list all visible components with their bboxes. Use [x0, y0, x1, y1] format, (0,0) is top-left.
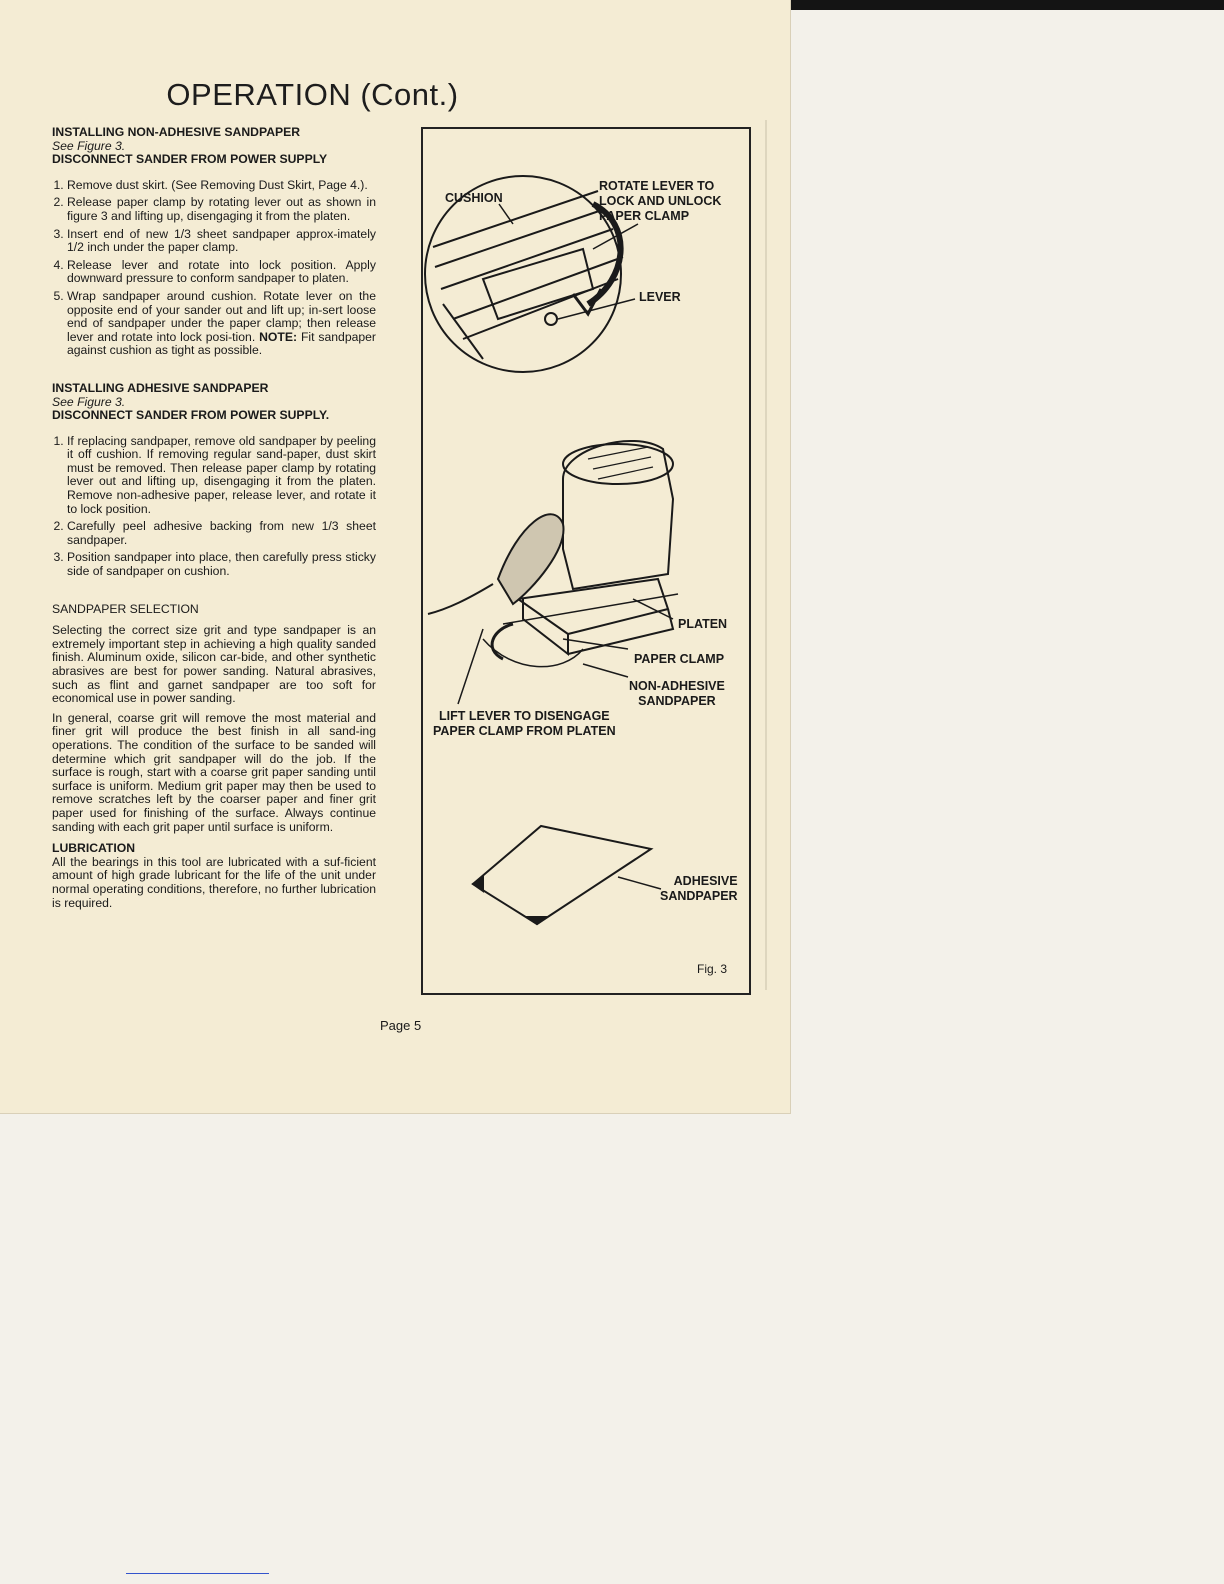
step-item [67, 290, 376, 358]
paragraph: All the bearings in this tool are lubricated with a suf-ficient amount of high grade lubricant for the life of the unit under normal operating conditions, therefore, no further lubrication is required. [52, 854, 376, 910]
adhesive-label [660, 874, 738, 904]
paper-clamp-label: PAPER CLAMP [634, 652, 725, 666]
page-number: Page 5 [380, 1018, 422, 1033]
rotate-lever-label [599, 179, 721, 224]
note-label: NOTE: [259, 329, 298, 344]
label-line: SANDPAPER [660, 889, 738, 903]
label-line: PAPER CLAMP FROM PLATEN [433, 724, 616, 738]
non-adhesive-section [52, 126, 376, 358]
figure-reference: See Figure 3. [52, 394, 126, 409]
label-line: ROTATE LEVER TO [599, 179, 715, 193]
warning-text: DISCONNECT SANDER FROM POWER SUPPLY [52, 152, 328, 167]
sander-handle [498, 514, 563, 604]
section-heading: LUBRICATION [52, 841, 136, 856]
scanner-edge-bar [790, 0, 1224, 10]
label-line: NON-ADHESIVE [629, 679, 725, 693]
selection-section [52, 603, 376, 835]
manual-page [0, 0, 791, 1114]
lubrication-section [52, 842, 376, 910]
steps-list [52, 179, 376, 358]
step-item: 1. Remove dust skirt. (See Removing Dust Skirt, Page 4.). [67, 179, 376, 193]
label-line: LIFT LEVER TO DISENGAGE [439, 709, 610, 723]
label-line: LOCK AND UNLOCK [599, 194, 722, 208]
sander-illustration [423, 129, 749, 993]
step-text: Wrap sandpaper around cushion. Rotate lever on the opposite end of your sander out and lift up; in-sert loose end of sandpaper under the paper clamp; then release lever and rotate into lock posi-tion. [67, 288, 376, 344]
lever-label: LEVER [639, 290, 681, 304]
figure-3 [421, 127, 751, 995]
steps-list [52, 435, 376, 579]
note-text: Fit sandpaper against cushion as tight as possible. [67, 329, 376, 358]
platen-label: PLATEN [678, 617, 728, 631]
step-item: 2. Carefully peel adhesive backing from new 1/3 sheet sandpaper. [67, 520, 376, 547]
step-item: 3. Position sandpaper into place, then carefully press sticky side of sandpaper on cushion. [67, 551, 376, 578]
paragraph: In general, coarse grit will remove the most material and finer grit will produce the best finish in all sand-ing operations. The condition of the surface to be sanded will determine which grit sandpaper will do the job. If the surface is rough, start with a coarse grit paper sanding until surface is uniform. Medium grit paper may then be used to remove scratches left by the coarser paper and finer grit paper used for finishing of the surface. Always continue sanding with each grit paper until surface is uniform. [52, 710, 376, 834]
step-item: 1. If replacing sandpaper, remove old sandpaper by peeling it off cushion. If removing regular sand-paper, dust skirt must be removed. Then release paper clamp by rotating lever out and lifting up, disengaging it from the platen. Remove non-adhesive paper, release lever, and rotate it to lock position. [67, 435, 376, 517]
sander-motor [563, 441, 673, 589]
step-item: 3. Insert end of new 1/3 sheet sandpaper approx-imately 1/2 inch under the paper clamp. [67, 228, 376, 255]
label-line: PAPER CLAMP [599, 209, 690, 223]
page-title: OPERATION (Cont.) [166, 77, 459, 112]
label-line: ADHESIVE [673, 874, 738, 888]
adhesive-section [52, 382, 376, 579]
lift-lever-label [433, 709, 616, 739]
step-item: 2. Release paper clamp by rotating lever out as shown in figure 3 and lifting up, disengaging it from the platen. [67, 196, 376, 223]
adhesive-sheet [473, 826, 651, 924]
section-heading: INSTALLING NON-ADHESIVE SANDPAPER [52, 125, 301, 139]
section-heading: SANDPAPER SELECTION [52, 601, 199, 616]
label-line: SANDPAPER [638, 694, 716, 708]
section-heading: INSTALLING ADHESIVE SANDPAPER [52, 380, 269, 395]
cushion-label: CUSHION [445, 191, 503, 205]
figure-reference: See Figure 3. [52, 138, 126, 153]
text-column [52, 126, 376, 916]
non-adhesive-label [629, 679, 725, 709]
hyperlink-underline [126, 1573, 269, 1574]
warning-text: DISCONNECT SANDER FROM POWER SUPPLY. [52, 408, 330, 423]
show-through [765, 120, 767, 990]
paragraph: Selecting the correct size grit and type sandpaper is an extremely important step in achieving a high quality sanded finish. Aluminum oxide, silicon car-bide, and other synthetic abrasives are best for power sanding. Natural abrasives, such as flint and garnet sandpaper are too soft for economical use in power sanding. [52, 623, 376, 706]
figure-caption: Fig. 3 [697, 962, 728, 976]
step-item: 4. Release lever and rotate into lock position. Apply downward pressure to conform sandpaper to platen. [67, 259, 376, 286]
